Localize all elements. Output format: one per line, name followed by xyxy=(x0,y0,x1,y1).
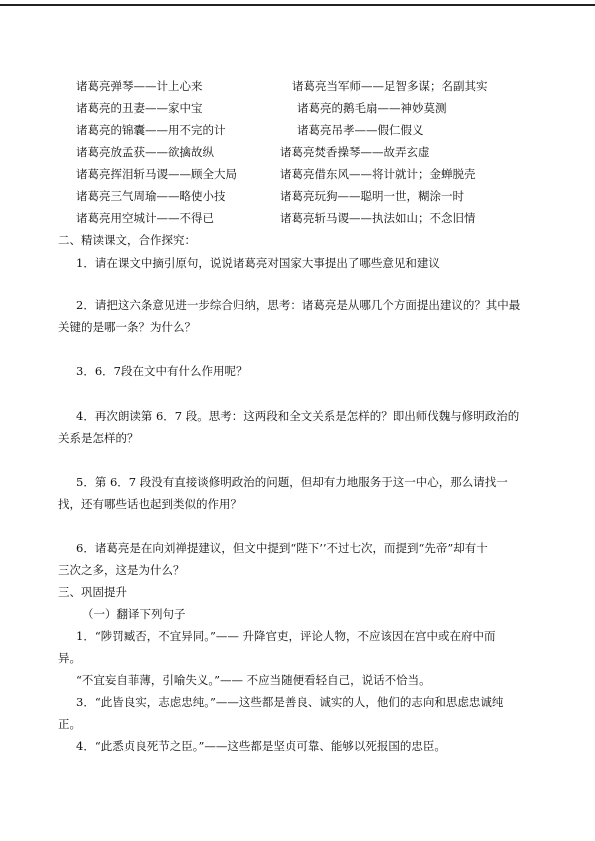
pair-right: 诸葛亮玩狗——聪明一世，糊涂一时 xyxy=(280,189,464,203)
pair-left: 诸葛亮三气周瑜——略使小技 xyxy=(76,189,226,203)
pair-left: 诸葛亮放孟获——欲擒故纵 xyxy=(76,145,214,159)
section-heading: 三、巩固提升 xyxy=(58,585,127,599)
translation-line: 3．“此皆良实，志虑忠纯。”——这些都是善良、诚实的人，他们的志向和思虑忠诚纯 xyxy=(76,695,504,709)
pair-right: 诸葛亮焚香操琴——故弄玄虚 xyxy=(280,145,430,159)
translation-line: 4．“此悉贞良死节之臣。”——这些都是坚贞可靠、能够以死报国的忠臣。 xyxy=(76,739,446,753)
pair-left: 诸葛亮的丑妻——家中宝 xyxy=(76,101,203,115)
pair-left: 诸葛亮的锦囊——用不完的计 xyxy=(76,123,226,137)
question-line: 6．诸葛亮是在向刘禅提建议，但文中提到“陛下’’不过七次，而提到“先帝”却有十 xyxy=(76,541,488,555)
translation-line: “不宜妄自菲薄，引喻失义。”—— 不应当随便看轻自己，说话不恰当。 xyxy=(76,673,431,687)
translation-line: 1．“陟罚臧否，不宜异同。”—— 升降官吏，评论人物，不应该因在宫中或在府中而 xyxy=(76,629,496,643)
question-line: 5．第 6．7 段没有直接谈修明政治的问题，但却有力地服务于这一中心，那么请找一 xyxy=(76,475,508,489)
translation-line: 异。 xyxy=(58,651,81,665)
question-line: 三次之多，这是为什么？ xyxy=(58,563,185,577)
translation-line: 正。 xyxy=(58,717,81,731)
question-line: 4．再次朗读第 6．7 段。思考：这两段和全文关系是怎样的？即出师伐魏与修明政治的 xyxy=(76,409,520,423)
question-line: 3．6．7段在文中有什么作用呢？ xyxy=(76,364,248,378)
pair-right: 诸葛亮吊孝——假仁假义 xyxy=(297,123,424,137)
pair-right: 诸葛亮当军师——足智多谋；名副其实 xyxy=(292,79,488,93)
pair-right: 诸葛亮的鹅毛扇——神妙莫测 xyxy=(297,101,447,115)
question-line: 1．请在课文中摘引原句，说说诸葛亮对国家大事提出了哪些意见和建议 xyxy=(76,256,440,270)
question-line: 关系是怎样的？ xyxy=(58,431,139,445)
question-line: 2．请把这六条意见进一步综合归纳，思考：诸葛亮是从哪几个方面提出建议的？其中最 xyxy=(76,298,521,312)
section-heading: 二、精读课文，合作探究： xyxy=(58,233,196,247)
sub-heading: （一）翻译下列句子 xyxy=(82,607,186,621)
pair-right: 诸葛亮斩马谡——执法如山；不念旧情 xyxy=(280,211,476,225)
question-line: 关键的是哪一条？为什么？ xyxy=(58,320,196,334)
pair-left: 诸葛亮用空城计——不得已 xyxy=(76,211,214,225)
pair-right: 诸葛亮借东风——将计就计；金蝉脱壳 xyxy=(280,167,476,181)
pair-left: 诸葛亮挥泪斩马谡——顾全大局 xyxy=(76,167,237,181)
top-rule xyxy=(0,4,595,6)
question-line: 找，还有哪些话也起到类似的作用？ xyxy=(58,497,242,511)
pair-left: 诸葛亮弹琴——计上心来 xyxy=(76,79,203,93)
